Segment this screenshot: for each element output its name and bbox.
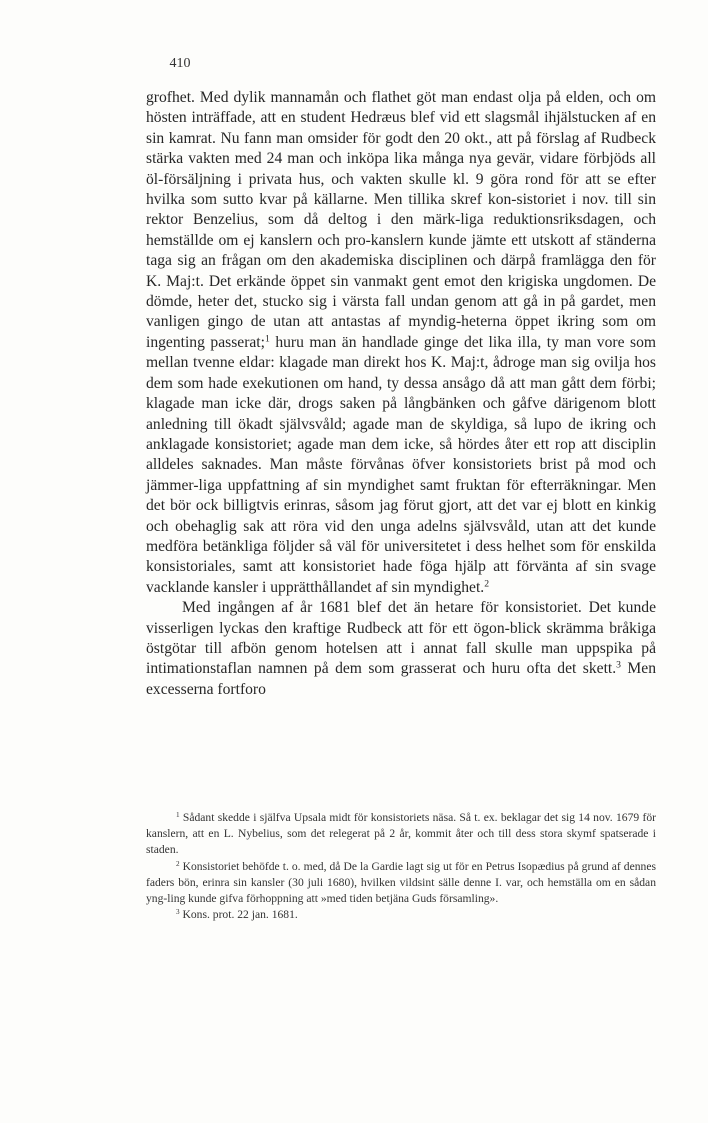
footnote-1 <box>146 810 656 859</box>
paragraph-text: grofhet. Med dylik mannamån och flathet göt man endast olja på elden, och om hösten inträffade, att en student Hedræus blef vid ett slagsmål ihjälstucken af en sin kamrat. Nu fann man omsider för godt den 20 okt., att på förslag af Rudbeck stärka vakten med 24 man och inköpa lika många nya gevär, vidare förbjöds all öl-försäljning i privata hus, och vakten skulle kl. 9 göra rond för att se efter hvilka som sutto kvar på källarne. Men tillika skref kon-sistoriet i nov. till sin rektor Benzelius, som då deltog i den märk-liga reduktionsriksdagen, och hemställde om ej kanslern och pro-kanslern kunde jämte ett utskott af ständerna taga sig an frågan om den akademiska disciplinen och därpå framlägga den för K. Maj:t. Det erkände öppet sin vanmakt gent emot den krigiska ungdomen. De dömde, heter det, stucko sig i värsta fall undan genom att gå in på gardet, men vanligen gingo de utan att antastas af myndig-heterna öppet ikring som om ingenting passerat; <box>146 89 656 351</box>
paragraph-text: huru man än handlade ginge det lika illa, ty man vore som mellan tvenne eldar: klagade man direkt hos K. Maj:t, ådroge man sig ovilja hos dem som hade exekutionen om hand, ty dessa ansågo då att man gått dem förbi; klagade man icke där, drogs saken på långbänken och gåfve därigenom blott anledning till ökadt självsvåld; agade man de skyldiga, så lupo de ikring och anklagade konsistoriet; agade man dem icke, så hördes åter ett rop att disciplin alldeles saknades. Man måste förvånas öfver konsistoriets brist på mod och jämmer-liga uppfattning af sin myndighet samt fruktan för efterräkningar. Men det bör ock billigtvis erinras, såsom jag förut gjort, att det var ej blott en kinkig och obehaglig sak att röra vid den unga adelns självsvåld, utan att det kunde medföra betänkliga följder så väl för universitetet i dess helhet som för enskilda konsistoriales, samt att konsistoriet hade föga hjälp att förvänta af sin svage vacklande kansler i upprätthållandet af sin myndighet. <box>146 333 656 596</box>
footnote-text: Sådant skedde i själfva Upsala midt för konsistoriets näsa. Så t. ex. beklagar det sig 14 nov. 1679 för kanslern, att en L. Nybelius, som det relegerat på 2 år, kommit åter och till dess stora skymf spatserade i staden. <box>146 811 656 857</box>
paragraph-text: Med ingången af år 1681 blef det än hetare för konsistoriet. Det kunde visserligen lyckas den kraftige Rudbeck att för ett ögon-blick skrämma bråkiga östgötar till afbön genom hotelsen att i annat fall skulle man uppspika på intimationstaflan namnen på dem som grasserat och huru ofta det skett. <box>146 599 656 678</box>
footnote-reference: 3 <box>616 660 621 672</box>
footnote-marker: 1 <box>176 811 180 820</box>
footnote-text: Kons. prot. 22 jan. 1681. <box>179 908 298 922</box>
page-number: 410 <box>169 56 191 71</box>
footnote-3 <box>146 907 656 923</box>
footnote-marker: 2 <box>176 859 180 868</box>
body-text <box>146 88 656 700</box>
footnote-2 <box>146 859 656 908</box>
paragraph-2 <box>146 598 656 700</box>
footnote-marker: 3 <box>176 908 180 917</box>
footnote-reference: 1 <box>264 333 270 345</box>
footnote-text: Konsistoriet behöfde t. o. med, då De la Gardie lagt sig ut för en Petrus Isopædius på grund af dennes faders bön, erinra sin kansler (30 juli 1680), hvilken vildsint sälle denne I. var, och hemställa om en sådan yng-ling kunde gifva förhoppning att »med tiden betjäna Guds församling». <box>146 859 656 906</box>
footnotes <box>146 810 656 923</box>
footnote-reference: 2 <box>484 578 490 590</box>
paragraph-text: Men excesserna fortforo <box>146 660 657 698</box>
paragraph-1 <box>146 88 656 598</box>
